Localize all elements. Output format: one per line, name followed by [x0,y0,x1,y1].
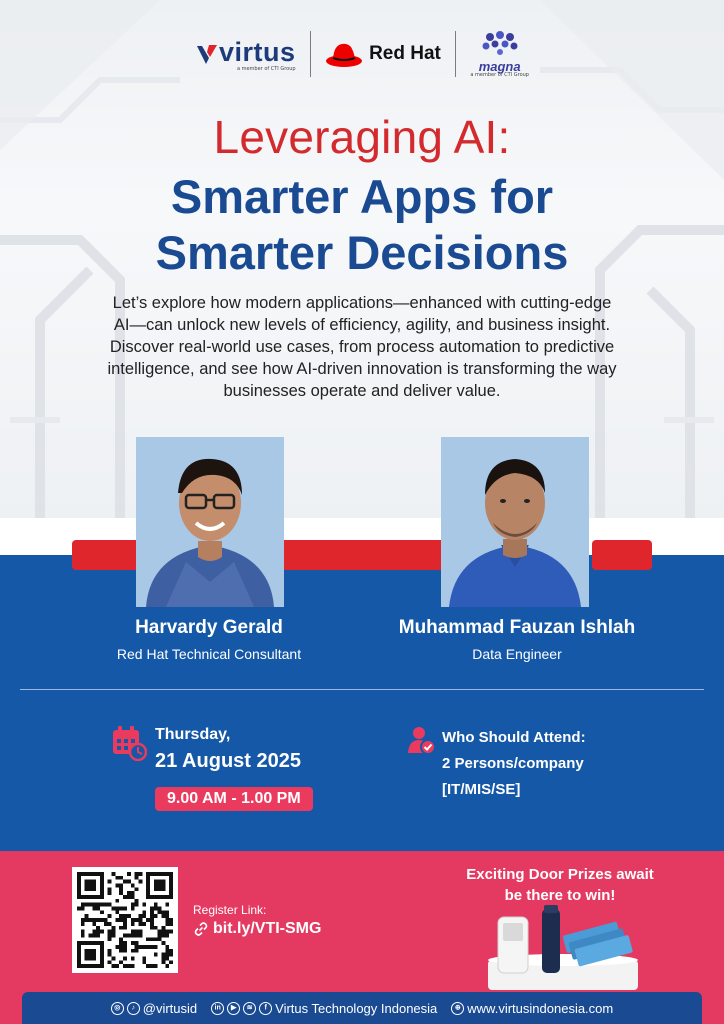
register-label: Register Link: [193,903,267,917]
redhat-wordmark: Red Hat [369,43,441,64]
title-line-2: Smarter Apps for [170,170,554,223]
description-line: businesses operate and deliver value. [223,382,501,400]
magna-logo [456,26,543,82]
link-icon [193,921,209,937]
door-prizes-image [488,905,638,990]
speaker-2-role: Data Engineer [472,646,562,662]
youtube-icon[interactable]: ▶ [227,1002,240,1015]
speaker-1-role: Red Hat Technical Consultant [116,646,302,662]
event-day: Thursday, [155,726,231,743]
spotify-icon[interactable]: ≋ [243,1002,256,1015]
virtus-logo [181,26,310,82]
description-line: Discover real-world use cases, from process automation to predictive [109,338,615,356]
redhat-logo [311,26,455,82]
section-divider [20,689,704,690]
virtus-mark-icon [195,42,219,66]
facebook-icon[interactable]: f [259,1002,272,1015]
magna-mark-icon [478,31,522,55]
website-group[interactable] [451,1001,613,1016]
register-link[interactable] [193,920,321,938]
globe-icon[interactable]: ⊕ [451,1002,464,1015]
linkedin-icon[interactable]: in [211,1002,224,1015]
event-date: 21 August 2025 [155,750,301,772]
speaker-2-photo [441,437,589,607]
social-handle[interactable]: @virtusid [142,1000,198,1016]
accent-bar-right [592,540,652,570]
title-line-1: Leveraging AI: [213,111,511,163]
event-time-badge: 9.00 AM - 1.00 PM [155,787,313,811]
attend-line-2: [IT/MIS/SE] [442,781,521,798]
speaker-1-photo [136,437,284,607]
tiktok-icon[interactable]: ♪ [127,1002,140,1015]
instagram-icon[interactable]: ◎ [111,1002,124,1015]
attend-line-1: 2 Persons/company [442,755,584,772]
description [52,292,672,402]
title-line-3: Smarter Decisions [155,226,569,279]
company-name[interactable]: Virtus Technology Indonesia [275,1000,438,1016]
speakers-section [0,555,724,851]
virtus-subtitle: a member of CTI Group [236,65,296,72]
calendar-icon [111,725,147,761]
person-check-icon [408,725,436,755]
attend-title: Who Should Attend: [442,729,586,746]
prize-line-2: be there to win! [504,887,616,904]
redhat-hat-icon [325,39,363,69]
description-line: AI—can unlock new levels of efficiency, agility, and business insight. [113,316,611,334]
magna-wordmark: magna [478,58,521,74]
website-link[interactable]: www.virtusindonesia.com [467,1000,614,1016]
accent-bar-center [280,540,445,570]
door-prize-text [440,864,680,906]
virtus-wordmark: virtus [219,36,296,67]
description-line: Let’s explore how modern applications—enhanced with cutting-edge [112,294,612,312]
footer-bar [22,992,702,1024]
title-main [0,169,724,281]
prize-line-1: Exciting Door Prizes await [466,866,654,883]
description-line: intelligence, and see how AI-driven innovation is transforming the way [107,360,617,378]
sponsor-logos [0,26,724,82]
magna-subtitle: a member of CTI Group [470,71,529,78]
qr-code[interactable] [72,867,178,973]
company-group[interactable] [211,1001,437,1016]
speaker-2-name: Muhammad Fauzan Ishlah [398,617,636,638]
register-link-text[interactable]: bit.ly/VTI-SMG [213,920,322,937]
speaker-1-name: Harvardy Gerald [135,617,283,638]
social-handle-group[interactable] [111,1001,197,1016]
